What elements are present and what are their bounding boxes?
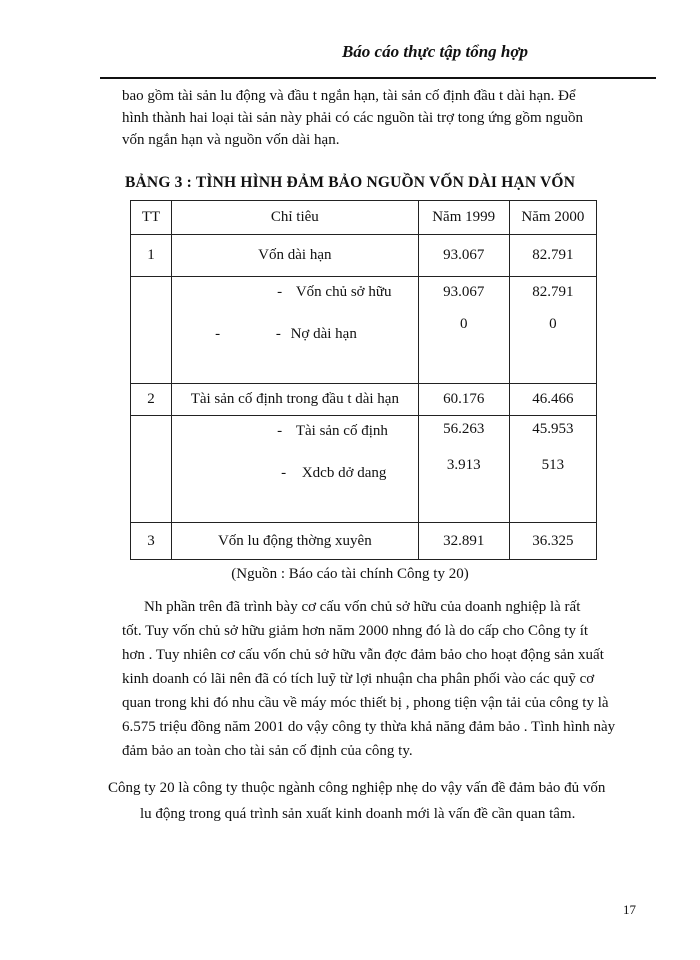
value: 3.913 — [446, 457, 481, 473]
paragraph-line: kinh doanh có lãi nên đã có tích luỹ từ lợi nhuận cha phân phối vào các quỹ cơ — [122, 671, 595, 687]
header-2000: Năm 2000 — [509, 201, 596, 235]
conclusion-paragraph — [100, 775, 645, 827]
table-header-row — [131, 201, 597, 235]
cell-2000: 36.325 — [509, 523, 596, 560]
page-number: 17 — [623, 902, 636, 917]
sub-item — [277, 423, 417, 440]
intro-line: bao gồm tài sản lu động và đầu t ngắn hạn, tài sản cố định đầu t dài hạn. Để — [122, 88, 576, 104]
sub-item-label: Nợ dài hạn — [290, 326, 357, 342]
paragraph-line: đảm bảo an toàn cho tài sản cố định của công ty. — [122, 743, 413, 759]
table-row — [131, 384, 597, 416]
sub-item-label: Tài sản cố định — [295, 423, 388, 439]
sub-item — [277, 284, 417, 301]
cell-1999: 93.067 — [418, 235, 509, 277]
cell-2000-sub — [509, 277, 596, 384]
capital-table — [130, 200, 597, 560]
cell-tt-empty — [131, 277, 172, 384]
cell-tt: 1 — [131, 235, 172, 277]
header-tt: TT — [131, 201, 172, 235]
dash: - — [275, 326, 281, 342]
value: 513 — [541, 457, 565, 473]
analysis-paragraph — [122, 595, 642, 763]
cell-1999-sub — [418, 277, 509, 384]
intro-paragraph — [122, 85, 634, 151]
value: 93.067 — [443, 284, 485, 300]
intro-line: hình thành hai loại tài sản này phải có các nguồn tài trợ tong ứng gồm nguồn — [122, 110, 583, 126]
cell-name: Vốn dài hạn — [172, 235, 419, 277]
table-row — [131, 416, 597, 523]
cell-1999: 32.891 — [418, 523, 509, 560]
cell-name-sub — [172, 277, 419, 384]
paragraph-line: 6.575 triệu đồng năm 2001 do vậy công ty thừa khả năng đảm bảo . Tình hình này — [122, 719, 616, 735]
header-rule — [100, 77, 656, 79]
paragraph-line: Nh phần trên đã trình bày cơ cấu vốn chủ sở hữu của doanh nghiệp là rất — [144, 599, 581, 615]
cell-1999-sub — [418, 416, 509, 523]
sub-item-label: Xdcb dở dang — [301, 465, 387, 481]
dash: - — [281, 465, 287, 481]
sub-item-label: Vốn chủ sở hữu — [295, 284, 392, 300]
value: 56.263 — [443, 421, 485, 437]
cell-2000: 46.466 — [509, 384, 596, 416]
paragraph-line: Công ty 20 là công ty thuộc ngành công nghiệp nhẹ do vậy vấn đề đảm bảo đủ vốn — [108, 780, 606, 796]
paragraph-line: tốt. Tuy vốn chủ sở hữu giảm hơn năm 2000 nhng đó là do cấp cho Công ty ít — [122, 623, 589, 639]
paragraph-line: hơn . Tuy nhiên cơ cấu vốn chủ sở hữu vẫn đợc đảm bảo cho hoạt động sản xuất — [122, 647, 604, 663]
paragraph-line: lu động trong quá trình sản xuất kinh doanh mới là vấn đề cần quan tâm. — [140, 806, 576, 822]
cell-name: Vốn lu động thờng xuyên — [172, 523, 419, 560]
intro-line: vốn ngắn hạn và nguồn vốn dài hạn. — [122, 132, 340, 148]
sub-item — [281, 465, 417, 482]
table-source: (Nguồn : Báo cáo tài chính Công ty 20) — [231, 566, 469, 582]
value: 0 — [459, 316, 468, 332]
cell-tt: 3 — [131, 523, 172, 560]
dash: - — [215, 326, 221, 342]
cell-2000-sub — [509, 416, 596, 523]
page-header-title: Báo cáo thực tập tổng hợp — [341, 42, 528, 61]
header-1999: Năm 1999 — [418, 201, 509, 235]
cell-1999: 60.176 — [418, 384, 509, 416]
dash: - — [277, 423, 283, 439]
table-row — [131, 523, 597, 560]
dash: - — [277, 284, 283, 300]
table-row — [131, 235, 597, 277]
cell-tt-empty — [131, 416, 172, 523]
paragraph-line: quan trong khi đó nhu cầu về máy móc thiết bị , phong tiện vận tải của công ty là — [122, 695, 609, 711]
cell-name: Tài sản cố định trong đầu t dài hạn — [172, 384, 419, 416]
value: 45.953 — [532, 421, 574, 437]
table-row — [131, 277, 597, 384]
value: 0 — [549, 316, 557, 332]
value: 82.791 — [532, 284, 574, 300]
cell-name-sub — [172, 416, 419, 523]
sub-item — [215, 326, 417, 343]
table-title: BẢNG 3 : TÌNH HÌNH ĐẢM BẢO NGUỒN VỐN DÀI HẠN VỐN — [125, 174, 576, 191]
header-name: Chỉ tiêu — [172, 201, 419, 235]
cell-2000: 82.791 — [509, 235, 596, 277]
cell-tt: 2 — [131, 384, 172, 416]
